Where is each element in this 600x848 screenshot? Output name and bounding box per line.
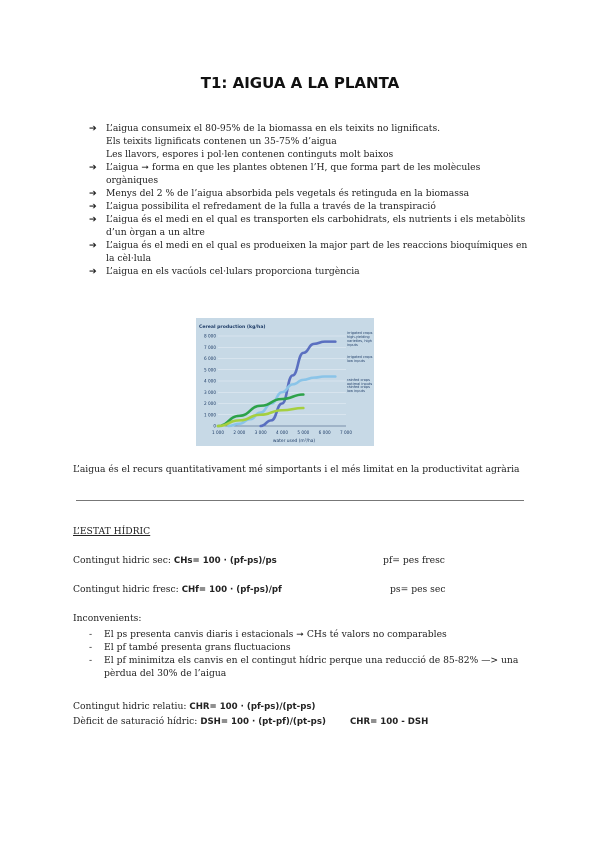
- legend-line: rainfed crops: [347, 378, 370, 382]
- series-line: [218, 408, 303, 426]
- legend-line: high-yielding: [347, 335, 370, 339]
- arrow-icon: ➔: [89, 123, 97, 134]
- page-title: T1: AIGUA A LA PLANTA: [200, 74, 400, 92]
- x-axis-label: water used (m³/ha): [272, 439, 316, 444]
- arrow-icon: ➔: [89, 266, 97, 277]
- list-item: [89, 161, 532, 187]
- legend-line: inputs: [347, 343, 358, 347]
- drawback-line: El ps presenta canvis diaris i estacionals ➞ CHs té valors no comparables: [104, 629, 447, 640]
- fresh-note: ps= pes sec: [390, 584, 446, 595]
- dash-icon: -: [89, 629, 93, 640]
- list-item: [89, 200, 532, 213]
- y-tick-label: 2 000: [204, 401, 216, 406]
- arrow-icon: ➔: [89, 162, 97, 173]
- dash-icon: -: [89, 655, 93, 666]
- drawbacks-title: Inconvenients:: [73, 613, 142, 624]
- bullet-line: L’aigua en els vacúols cel·lulars proporciona turgència: [106, 266, 360, 277]
- x-tick-label: 7 000: [340, 430, 352, 435]
- saturation-deficit: [73, 716, 326, 727]
- bullet-line: Els teixits lignificats contenen un 35-75% d’aigua: [106, 136, 337, 147]
- bullet-line: L’aigua ➞ forma en que les plantes obtenen l’H, que forma part de les molècules orgàniques: [106, 162, 481, 186]
- section-title: L’ESTAT HÍDRIC: [73, 526, 151, 537]
- y-tick-label: 5 000: [204, 367, 216, 373]
- relative-label: Contingut hidric relatiu:: [73, 701, 187, 712]
- chart-svg: [196, 318, 374, 446]
- fresh-water-content: [73, 584, 282, 595]
- y-tick-label: 1 000: [204, 412, 216, 418]
- legend-line: irrigated crops: [347, 355, 373, 359]
- relative-formula: CHR= 100 · (pf-ps)/(pt-ps): [189, 702, 316, 712]
- drawback-line: El pf també presenta grans fluctuacions: [104, 642, 291, 653]
- fresh-label: Contingut hidric fresc:: [73, 584, 179, 595]
- chart-title: Cereal production (kg/ha): [199, 325, 266, 330]
- dash-icon: -: [89, 642, 93, 653]
- deficit-label: Dèficit de saturació hídric:: [73, 716, 198, 727]
- y-tick-label: 4 000: [204, 378, 216, 384]
- legend-line: optimal inputs: [347, 382, 373, 386]
- dry-formula: CHs= 100 · (pf-ps)/ps: [173, 556, 277, 566]
- x-tick-label: 2 000: [233, 430, 246, 435]
- x-tick-label: 6 000: [318, 430, 331, 435]
- list-item: [89, 265, 532, 278]
- y-tick-label: 7 000: [204, 344, 216, 350]
- drawback-line: El pf minimitza els canvis en el contingut hídric perque una reducció de 85-82% —> una: [104, 655, 519, 666]
- chr-formula: CHR= 100 - DSH: [350, 717, 429, 727]
- relative-water-content: [73, 701, 315, 712]
- dry-note: pf= pes fresc: [383, 555, 445, 566]
- list-item: [91, 654, 531, 680]
- legend-line: rainfed crops: [347, 385, 370, 389]
- bullet-list: [89, 122, 532, 278]
- x-tick-label: 3 000: [254, 430, 267, 435]
- fresh-formula: CHf= 100 · (pf-ps)/pf: [181, 585, 282, 595]
- list-item: [89, 187, 532, 200]
- y-tick-label: 0: [213, 423, 216, 429]
- legend-line: low inputs: [347, 389, 365, 393]
- legend-label: [347, 385, 370, 393]
- legend-label: [347, 331, 373, 347]
- divider: [76, 500, 524, 501]
- arrow-icon: ➔: [89, 188, 97, 199]
- legend-line: irrigated crops: [347, 331, 373, 335]
- list-item: [91, 628, 531, 641]
- list-item: [91, 641, 531, 654]
- x-tick-label: 5 000: [297, 430, 310, 435]
- list-item: [89, 239, 532, 265]
- deficit-formula: DSH= 100 · (pt-pf)/(pt-ps): [200, 717, 326, 727]
- bullet-line: L’aigua és el medi en el qual es transporten els carbohidrats, els nutrients i els metabòlits d’un òrgan a un altre: [106, 214, 526, 238]
- arrow-icon: ➔: [89, 214, 97, 225]
- bullet-line: L’aigua consumeix el 80-95% de la biomassa en els teixits no lignificats.: [106, 123, 441, 134]
- legend-label: [347, 355, 373, 363]
- cereal-production-chart: [196, 318, 374, 446]
- drawback-line: pèrdua del 30% de l’aigua: [104, 668, 227, 679]
- y-tick-label: 3 000: [204, 389, 216, 395]
- bullet-line: L’aigua és el medi en el qual es produeixen la major part de les reaccions bioquímiques en la cèl·lula: [106, 240, 528, 264]
- bullet-line: L’aigua possibilita el refredament de la fulla a través de la transpiració: [106, 201, 436, 212]
- y-tick-label: 6 000: [204, 356, 216, 361]
- drawbacks-list: [91, 628, 531, 680]
- y-tick-label: 8 000: [204, 333, 216, 339]
- chr-relation: [350, 716, 428, 727]
- legend-line: low inputs: [347, 359, 365, 363]
- x-tick-label: 4 000: [276, 430, 288, 435]
- bullet-line: Les llavors, espores i pol·len contenen continguts molt baixos: [106, 149, 394, 160]
- dry-label: Contingut hidric sec:: [73, 555, 171, 566]
- chart-caption: L’aigua és el recurs quantitativament mé simportants i el més limitat en la productivitat agrària: [73, 464, 520, 475]
- bullet-line: Menys del 2 % de l’aigua absorbida pels vegetals és retinguda en la biomassa: [106, 188, 470, 199]
- legend-line: varieties, high: [347, 339, 372, 343]
- arrow-icon: ➔: [89, 240, 97, 251]
- x-tick-label: 1 000: [212, 430, 224, 435]
- list-item: [89, 122, 532, 161]
- list-item: [89, 213, 532, 239]
- dry-water-content: [73, 555, 277, 566]
- arrow-icon: ➔: [89, 201, 97, 212]
